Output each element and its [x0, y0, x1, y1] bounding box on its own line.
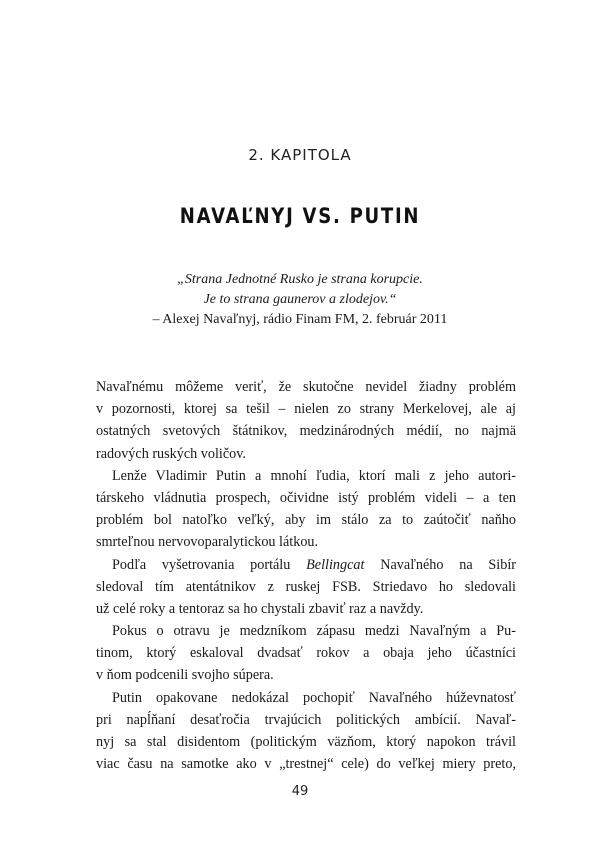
body-line: problém bol natoľko veľký, aby im stálo za to zaútočiť naňho	[96, 512, 516, 529]
body-line: Navaľnému môžeme veriť, že skutočne nevidel žiadny problém	[96, 379, 516, 395]
chapter-title: NAVAĽNYJ VS. PUTIN	[179, 204, 421, 228]
body-line: smrteľnou nervovoparalytickou látkou.	[96, 534, 319, 551]
body-line: viac času na samotke ako v „trestnej“ cele) do veľkej miery preto,	[96, 756, 516, 773]
body-line: radových ruských voličov.	[96, 445, 246, 462]
body-line: társkeho vládnutia prospech, očividne istý problém videli – a ten	[96, 489, 516, 506]
body-line: nyj sa stal disidentom (politickým väzňom, ktorý napokon trávil	[96, 734, 516, 750]
epigraph	[0, 270, 600, 330]
body-line-mixed	[96, 554, 516, 576]
body-line: už celé roky a tentoraz sa ho chystali zbaviť raz a navždy.	[96, 600, 424, 617]
body-line: Putin opakovane nedokázal pochopiť Navaľného húževnatosť	[112, 689, 516, 706]
body-segment: Navaľného na Sibír	[364, 556, 516, 573]
body-line: sledoval tím atentátnikov z ruskej FSB. Striedavo ho sledovali	[96, 578, 516, 595]
epigraph-quote-line-2: Je to strana gaunerov a zlodejov.“	[203, 292, 397, 307]
body-line: Lenže Vladimir Putin a mnohí ľudia, ktorí mali z jeho autori-	[112, 467, 516, 484]
chapter-label: 2. KAPITOLA	[248, 146, 352, 164]
epigraph-attribution: – Alexej Navaľnyj, rádio Finam FM, 2. február 2011	[152, 312, 448, 327]
body-line: v pozornosti, ktorej sa tešil – nielen zo strany Merkelovej, ale aj	[96, 401, 516, 418]
body-line: Pokus o otravu je medzníkom zápasu medzi Navaľným a Pu-	[112, 623, 516, 640]
body-text	[96, 376, 516, 775]
body-line: tinom, ktorý eskaloval dvadsať rokov a obaja jeho účastníci	[96, 645, 516, 662]
body-line: v ňom podcenili svojho súpera.	[96, 667, 274, 684]
epigraph-quote-line-1: „Strana Jednotné Rusko je strana korupcie.	[177, 272, 423, 287]
body-segment: Podľa vyšetrovania portálu	[112, 556, 307, 573]
body-line: ostatných svetových štátnikov, medzinárodných médií, no najmä	[96, 423, 516, 440]
body-segment-italic: Bellingcat	[306, 556, 365, 573]
page-number: 49	[291, 784, 309, 799]
body-line: pri napĺňaní desaťročia trvajúcich politických ambícií. Navaľ-	[96, 711, 516, 728]
